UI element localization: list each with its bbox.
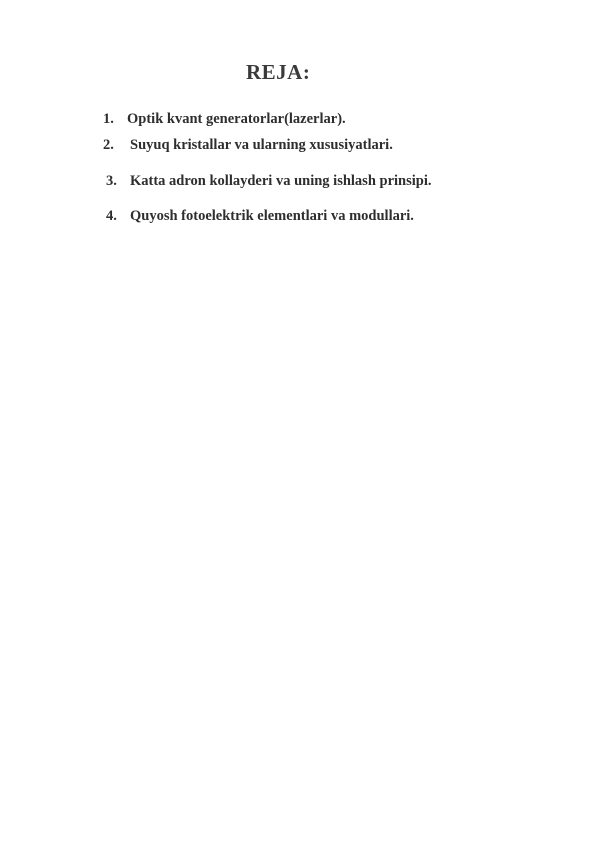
list-item [106, 172, 432, 190]
list-item-text: Suyuq kristallar va ularning xususiyatlari. [130, 137, 393, 153]
list-item [103, 110, 346, 128]
list-item-text: Quyosh fotoelektrik elementlari va modullari. [130, 208, 414, 224]
list-item [106, 207, 414, 225]
list-item-number: 2. [103, 137, 114, 153]
list-item-text: Optik kvant generatorlar(lazerlar). [127, 111, 346, 127]
list-item [103, 136, 393, 154]
list-item-text: Katta adron kollayderi va uning ishlash prinsipi. [130, 173, 432, 189]
list-item-number: 4. [106, 208, 117, 224]
list-item-number: 3. [106, 173, 117, 189]
page-title: REJA: [246, 60, 311, 84]
list-item-number: 1. [103, 111, 114, 127]
